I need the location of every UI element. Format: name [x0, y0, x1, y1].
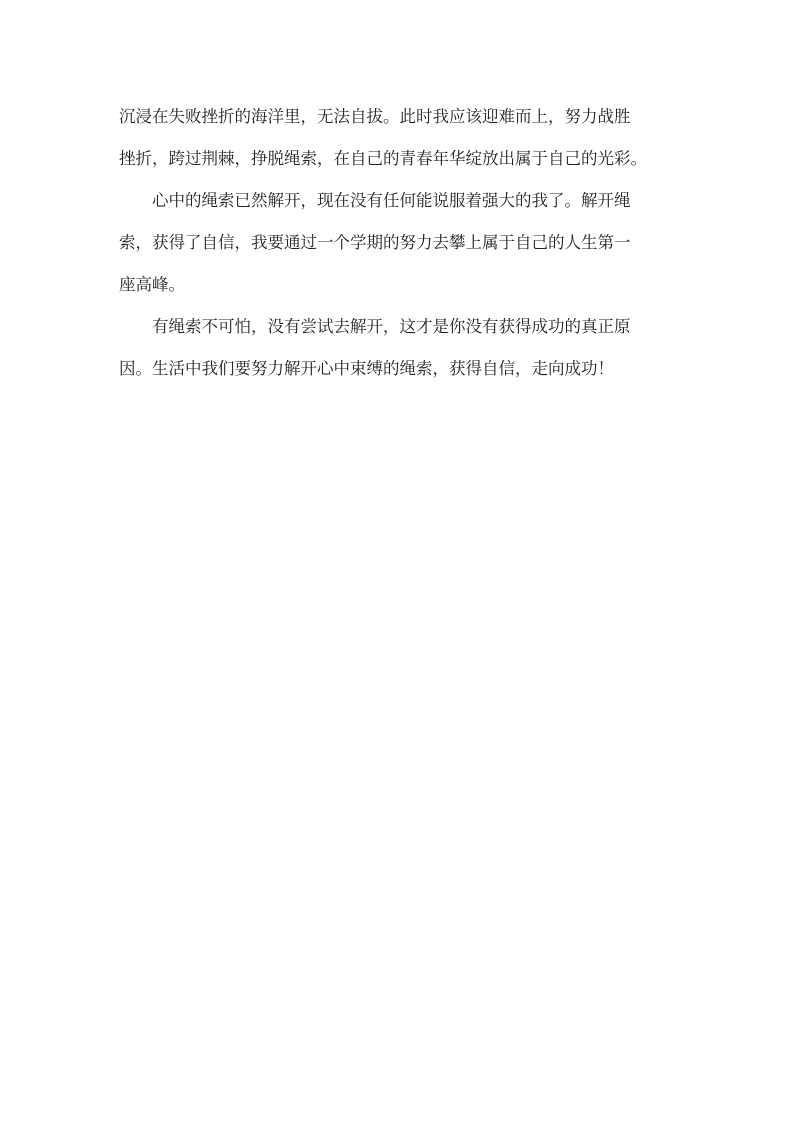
paragraph-2-line-1: 心中的绳索已然解开，现在没有任何能说服着强大的我了。解开绳 — [152, 191, 631, 210]
paragraph-3-line-2: 因。生活中我们要努力解开心中束缚的绳索，获得自信，走向成功！ — [119, 359, 614, 378]
paragraph-2-line-2: 索，获得了自信，我要通过一个学期的努力去攀上属于自己的人生第一 — [119, 233, 631, 252]
paragraph-3-line-1: 有绳索不可怕，没有尝试去解开，这才是你没有获得成功的真正原 — [152, 317, 631, 336]
paragraph-2-line-3: 座高峰。 — [119, 275, 185, 294]
paragraph-1-line-2: 挫折，跨过荆棘，挣脱绳索，在自己的青春年华绽放出属于自己的光彩。 — [119, 149, 647, 168]
paragraph-1-line-1: 沉浸在失败挫折的海洋里，无法自拔。此时我应该迎难而上，努力战胜 — [119, 107, 631, 126]
